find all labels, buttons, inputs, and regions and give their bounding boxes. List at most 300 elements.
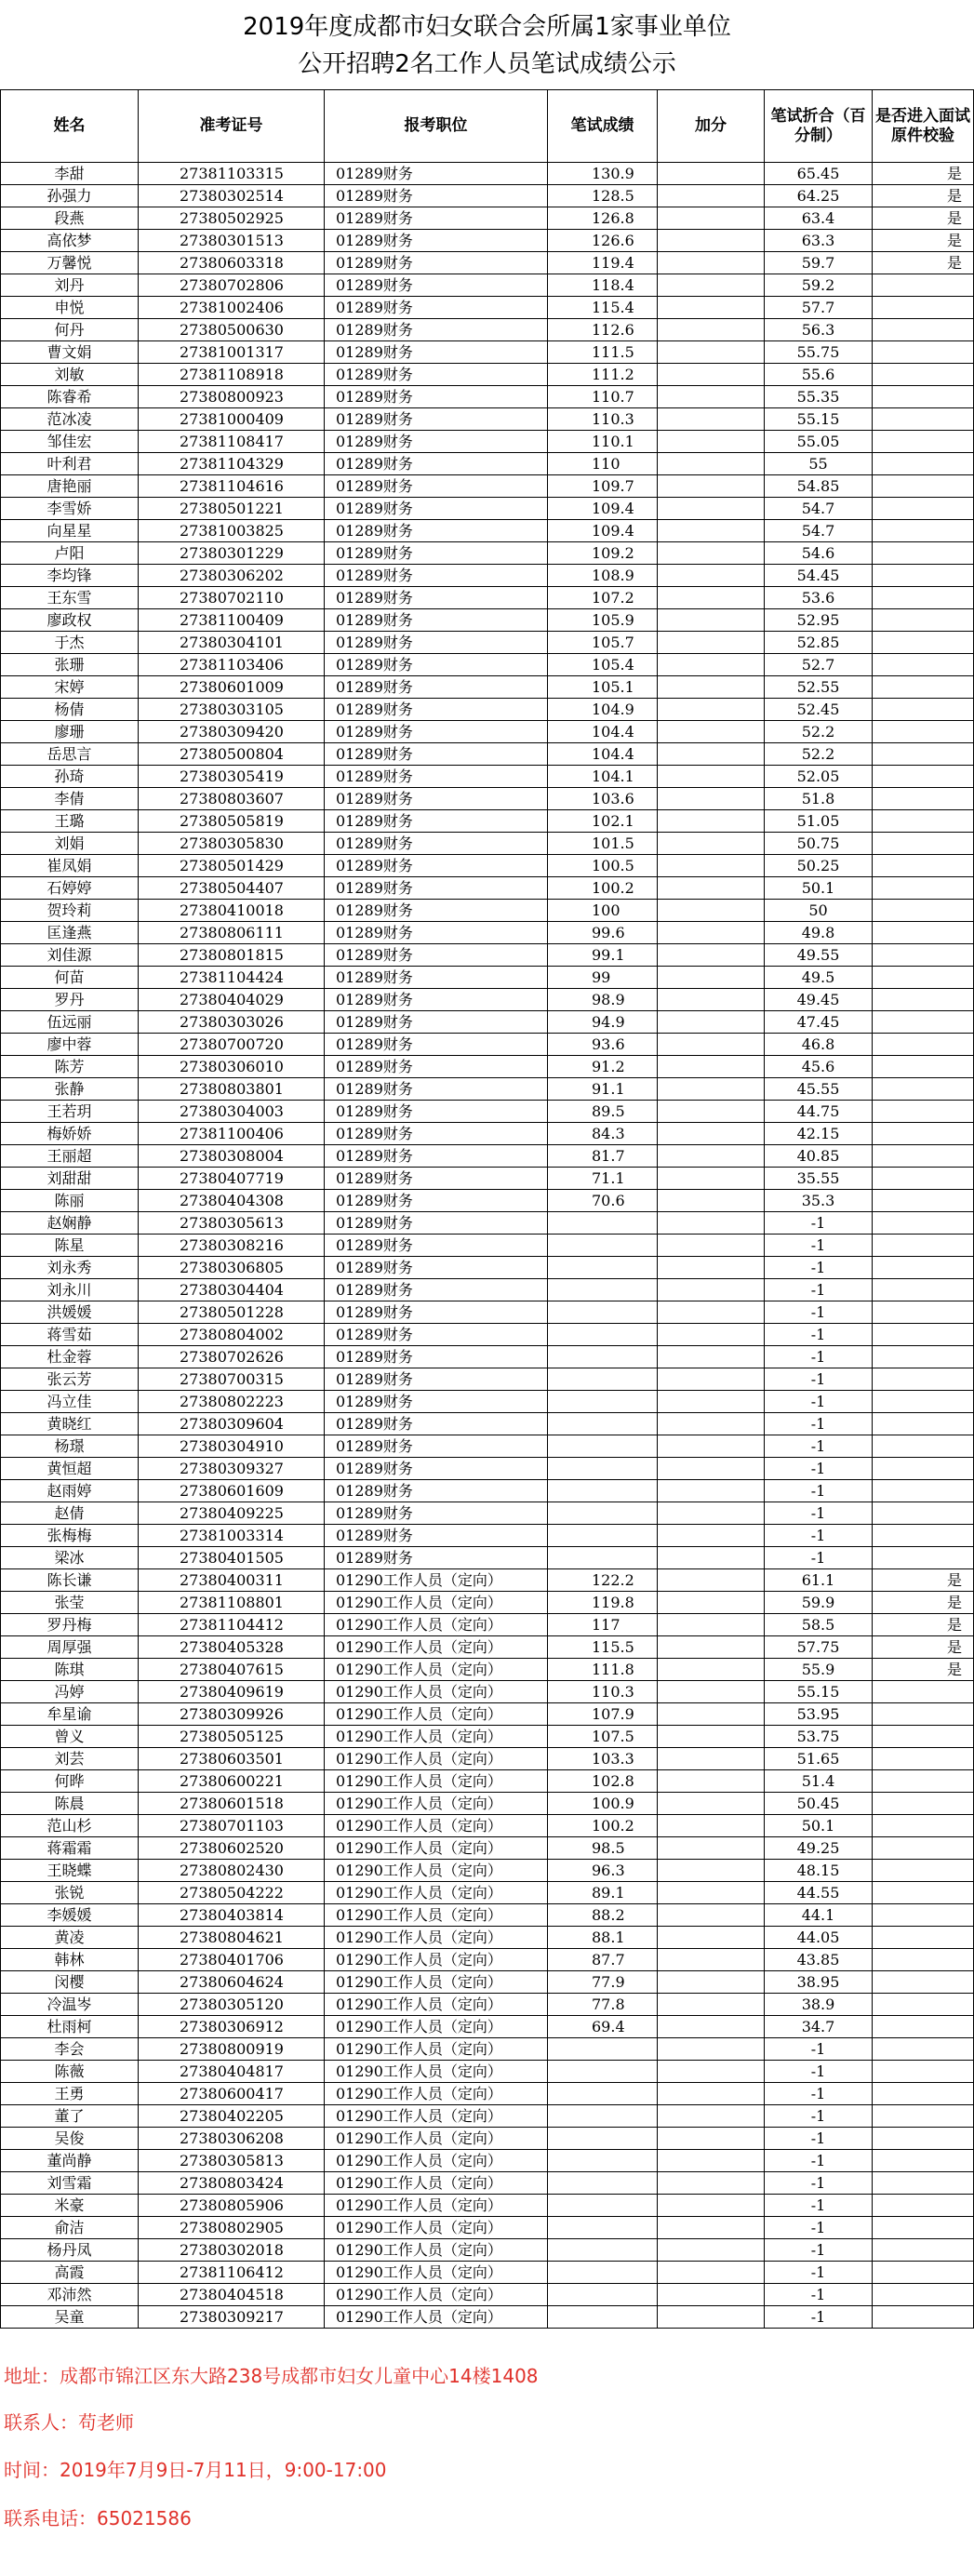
cell-position: 01289财务 — [325, 632, 548, 654]
cell-position: 01289财务 — [325, 654, 548, 676]
cell-score: 112.6 — [548, 319, 658, 341]
cell-percent: -1 — [765, 2284, 873, 2306]
cell-exam-id: 27381002406 — [139, 297, 325, 319]
cell-percent: 53.95 — [765, 1703, 873, 1726]
cell-percent: -1 — [765, 2262, 873, 2284]
cell-exam-id: 27381108417 — [139, 431, 325, 453]
cell-position: 01289财务 — [325, 989, 548, 1011]
cell-percent: 51.4 — [765, 1770, 873, 1793]
table-row — [1, 1078, 974, 1101]
cell-enter-interview — [873, 967, 974, 989]
cell-percent: 49.45 — [765, 989, 873, 1011]
cell-name: 赵倩 — [1, 1502, 139, 1525]
cell-enter-interview — [873, 297, 974, 319]
table-row — [1, 2306, 974, 2329]
cell-bonus — [658, 1904, 765, 1927]
cell-position: 01289财务 — [325, 1435, 548, 1458]
cell-name: 洪媛媛 — [1, 1301, 139, 1324]
cell-position: 01289财务 — [325, 1145, 548, 1168]
cell-bonus — [658, 2217, 765, 2239]
cell-name: 张云芳 — [1, 1368, 139, 1391]
cell-name: 吴俊 — [1, 2128, 139, 2150]
table-row — [1, 2262, 974, 2284]
cell-bonus — [658, 1346, 765, 1368]
cell-bonus — [658, 699, 765, 721]
cell-enter-interview — [873, 364, 974, 386]
table-row — [1, 654, 974, 676]
cell-percent: 51.05 — [765, 810, 873, 833]
cell-name: 黄恒超 — [1, 1458, 139, 1480]
cell-exam-id: 27381100406 — [139, 1123, 325, 1145]
cell-score — [548, 1525, 658, 1547]
cell-exam-id: 27380304404 — [139, 1279, 325, 1301]
cell-score: 115.5 — [548, 1636, 658, 1659]
cell-exam-id: 27381104412 — [139, 1614, 325, 1636]
cell-score — [548, 1324, 658, 1346]
cell-position: 01289财务 — [325, 274, 548, 297]
cell-percent: 48.15 — [765, 1860, 873, 1882]
header-bonus: 加分 — [658, 90, 765, 163]
table-row — [1, 1726, 974, 1748]
cell-position: 01290工作人员（定向） — [325, 1614, 548, 1636]
cell-bonus — [658, 475, 765, 498]
cell-score: 100.9 — [548, 1793, 658, 1815]
table-row — [1, 1949, 974, 1971]
cell-bonus — [658, 2239, 765, 2262]
cell-exam-id: 27380303026 — [139, 1011, 325, 1034]
cell-bonus — [658, 922, 765, 944]
cell-score — [548, 1547, 658, 1569]
cell-score: 119.4 — [548, 252, 658, 274]
cell-position: 01289财务 — [325, 364, 548, 386]
cell-position: 01289财务 — [325, 1078, 548, 1101]
cell-exam-id: 27380600417 — [139, 2083, 325, 2105]
table-row — [1, 1413, 974, 1435]
cell-percent: 49.55 — [765, 944, 873, 967]
cell-name: 陈薇 — [1, 2061, 139, 2083]
header-name: 姓名 — [1, 90, 139, 163]
table-row — [1, 2284, 974, 2306]
cell-enter-interview — [873, 1502, 974, 1525]
cell-exam-id: 27381100409 — [139, 609, 325, 632]
cell-name: 李会 — [1, 2038, 139, 2061]
cell-name: 范山杉 — [1, 1815, 139, 1837]
cell-bonus — [658, 1078, 765, 1101]
cell-exam-id: 27380806111 — [139, 922, 325, 944]
cell-bonus — [658, 431, 765, 453]
cell-bonus — [658, 2262, 765, 2284]
cell-percent: -1 — [765, 2128, 873, 2150]
cell-bonus — [658, 967, 765, 989]
cell-score — [548, 2306, 658, 2329]
cell-enter-interview — [873, 341, 974, 364]
cell-position: 01289财务 — [325, 721, 548, 743]
table-row — [1, 542, 974, 565]
cell-position: 01289财务 — [325, 386, 548, 408]
cell-position: 01290工作人员（定向） — [325, 1949, 548, 1971]
cell-enter-interview — [873, 2195, 974, 2217]
cell-percent: 52.2 — [765, 743, 873, 766]
cell-position: 01289财务 — [325, 587, 548, 609]
cell-position: 01290工作人员（定向） — [325, 1793, 548, 1815]
cell-exam-id: 27380504407 — [139, 877, 325, 900]
cell-bonus — [658, 1994, 765, 2016]
cell-position: 01289财务 — [325, 1368, 548, 1391]
cell-name: 贺玲莉 — [1, 900, 139, 922]
cell-enter-interview — [873, 498, 974, 520]
table-row — [1, 1815, 974, 1837]
cell-score — [548, 2284, 658, 2306]
cell-exam-id: 27380804002 — [139, 1324, 325, 1346]
cell-bonus — [658, 252, 765, 274]
cell-bonus — [658, 1860, 765, 1882]
cell-bonus — [658, 1435, 765, 1458]
cell-enter-interview — [873, 2172, 974, 2195]
cell-bonus — [658, 1592, 765, 1614]
cell-name: 杨璟 — [1, 1435, 139, 1458]
cell-bonus — [658, 2195, 765, 2217]
cell-position: 01289财务 — [325, 1458, 548, 1480]
cell-exam-id: 27380309926 — [139, 1703, 325, 1726]
cell-score — [548, 2083, 658, 2105]
cell-exam-id: 27380304003 — [139, 1101, 325, 1123]
cell-score: 105.7 — [548, 632, 658, 654]
cell-enter-interview — [873, 408, 974, 431]
cell-enter-interview — [873, 2284, 974, 2306]
cell-name: 陈星 — [1, 1235, 139, 1257]
table-row — [1, 1636, 974, 1659]
cell-percent: 57.75 — [765, 1636, 873, 1659]
table-row — [1, 743, 974, 766]
cell-percent: -1 — [765, 1391, 873, 1413]
cell-percent: 58.5 — [765, 1614, 873, 1636]
cell-position: 01289财务 — [325, 163, 548, 185]
table-row — [1, 1592, 974, 1614]
cell-bonus — [658, 632, 765, 654]
cell-score: 109.4 — [548, 520, 658, 542]
cell-position: 01289财务 — [325, 542, 548, 565]
table-row — [1, 1837, 974, 1860]
cell-percent: 54.45 — [765, 565, 873, 587]
table-row — [1, 766, 974, 788]
cell-exam-id: 27380306208 — [139, 2128, 325, 2150]
cell-percent: 35.55 — [765, 1168, 873, 1190]
cell-exam-id: 27380306912 — [139, 2016, 325, 2038]
cell-enter-interview — [873, 319, 974, 341]
cell-exam-id: 27380407615 — [139, 1659, 325, 1681]
cell-exam-id: 27380802430 — [139, 1860, 325, 1882]
cell-percent: 55.35 — [765, 386, 873, 408]
cell-name: 廖政权 — [1, 609, 139, 632]
cell-enter-interview — [873, 1994, 974, 2016]
cell-bonus — [658, 230, 765, 252]
table-row — [1, 1502, 974, 1525]
cell-bonus — [658, 1480, 765, 1502]
cell-position: 01289财务 — [325, 431, 548, 453]
cell-score — [548, 2172, 658, 2195]
table-row — [1, 1971, 974, 1994]
cell-bonus — [658, 1547, 765, 1569]
cell-position: 01290工作人员（定向） — [325, 2284, 548, 2306]
table-row — [1, 1011, 974, 1034]
cell-position: 01290工作人员（定向） — [325, 1837, 548, 1860]
cell-bonus — [658, 788, 765, 810]
table-row — [1, 1614, 974, 1636]
cell-enter-interview — [873, 1301, 974, 1324]
table-row — [1, 297, 974, 319]
cell-bonus — [658, 185, 765, 207]
table-row — [1, 408, 974, 431]
cell-percent: 50.1 — [765, 877, 873, 900]
cell-position: 01289财务 — [325, 1257, 548, 1279]
table-row — [1, 2083, 974, 2105]
table-row — [1, 922, 974, 944]
cell-name: 赵娴静 — [1, 1212, 139, 1235]
table-row — [1, 1994, 974, 2016]
table-row — [1, 498, 974, 520]
cell-score: 88.2 — [548, 1904, 658, 1927]
cell-exam-id: 27380410018 — [139, 900, 325, 922]
cell-name: 蒋霜霜 — [1, 1837, 139, 1860]
cell-exam-id: 27381103406 — [139, 654, 325, 676]
cell-score — [548, 1413, 658, 1435]
cell-name: 张锐 — [1, 1882, 139, 1904]
cell-bonus — [658, 1190, 765, 1212]
cell-position: 01290工作人员（定向） — [325, 2262, 548, 2284]
table-row — [1, 1301, 974, 1324]
table-row — [1, 1101, 974, 1123]
cell-exam-id: 27380407719 — [139, 1168, 325, 1190]
cell-exam-id: 27380409619 — [139, 1681, 325, 1703]
cell-name: 陈芳 — [1, 1056, 139, 1078]
cell-position: 01289财务 — [325, 185, 548, 207]
table-row — [1, 2172, 974, 2195]
cell-score: 108.9 — [548, 565, 658, 587]
cell-bonus — [658, 810, 765, 833]
cell-position: 01289财务 — [325, 810, 548, 833]
table-row — [1, 1547, 974, 1569]
cell-exam-id: 27380505819 — [139, 810, 325, 833]
cell-bonus — [658, 520, 765, 542]
cell-enter-interview — [873, 2016, 974, 2038]
cell-exam-id: 27380701103 — [139, 1815, 325, 1837]
cell-name: 刘丹 — [1, 274, 139, 297]
cell-position: 01290工作人员（定向） — [325, 1927, 548, 1949]
cell-name: 王若玥 — [1, 1101, 139, 1123]
cell-position: 01290工作人员（定向） — [325, 2105, 548, 2128]
cell-bonus — [658, 1525, 765, 1547]
cell-position: 01290工作人员（定向） — [325, 2195, 548, 2217]
header-position: 报考职位 — [325, 90, 548, 163]
cell-exam-id: 27380803801 — [139, 1078, 325, 1101]
cell-position: 01290工作人员（定向） — [325, 2217, 548, 2239]
cell-score — [548, 2217, 658, 2239]
cell-score: 100.2 — [548, 877, 658, 900]
cell-name: 米豪 — [1, 2195, 139, 2217]
cell-score: 111.5 — [548, 341, 658, 364]
cell-position: 01290工作人员（定向） — [325, 1681, 548, 1703]
cell-exam-id: 27380501228 — [139, 1301, 325, 1324]
cell-name: 梅娇娇 — [1, 1123, 139, 1145]
cell-percent: 38.95 — [765, 1971, 873, 1994]
cell-score: 98.5 — [548, 1837, 658, 1860]
table-row — [1, 632, 974, 654]
cell-score: 71.1 — [548, 1168, 658, 1190]
cell-name: 刘永川 — [1, 1279, 139, 1301]
table-row — [1, 1346, 974, 1368]
cell-position: 01289财务 — [325, 833, 548, 855]
cell-name: 申悦 — [1, 297, 139, 319]
table-row — [1, 1793, 974, 1815]
cell-name: 刘雪霜 — [1, 2172, 139, 2195]
cell-position: 01289财务 — [325, 1101, 548, 1123]
cell-enter-interview — [873, 1257, 974, 1279]
cell-name: 张静 — [1, 1078, 139, 1101]
cell-score: 110.3 — [548, 1681, 658, 1703]
cell-bonus — [658, 1748, 765, 1770]
cell-score: 102.1 — [548, 810, 658, 833]
cell-name: 廖中蓉 — [1, 1034, 139, 1056]
cell-exam-id: 27380305813 — [139, 2150, 325, 2172]
cell-name: 刘芸 — [1, 1748, 139, 1770]
cell-score: 89.5 — [548, 1101, 658, 1123]
cell-enter-interview — [873, 453, 974, 475]
cell-position: 01289财务 — [325, 565, 548, 587]
cell-position: 01289财务 — [325, 1547, 548, 1569]
cell-position: 01289财务 — [325, 967, 548, 989]
cell-enter-interview — [873, 1770, 974, 1793]
table-row — [1, 1235, 974, 1257]
cell-bonus — [658, 1123, 765, 1145]
cell-enter-interview: 是 — [873, 252, 974, 274]
cell-bonus — [658, 1770, 765, 1793]
cell-bonus — [658, 207, 765, 230]
cell-bonus — [658, 1502, 765, 1525]
table-row — [1, 900, 974, 922]
table-row — [1, 788, 974, 810]
cell-enter-interview — [873, 1435, 974, 1458]
cell-enter-interview — [873, 542, 974, 565]
cell-score: 100 — [548, 900, 658, 922]
cell-name: 王东雪 — [1, 587, 139, 609]
cell-percent: 54.7 — [765, 520, 873, 542]
cell-exam-id: 27380305830 — [139, 833, 325, 855]
cell-exam-id: 27380301513 — [139, 230, 325, 252]
cell-score — [548, 2195, 658, 2217]
cell-exam-id: 27380308216 — [139, 1235, 325, 1257]
cell-enter-interview — [873, 1793, 974, 1815]
cell-exam-id: 27381003314 — [139, 1525, 325, 1547]
cell-exam-id: 27380404308 — [139, 1190, 325, 1212]
cell-percent: 59.9 — [765, 1592, 873, 1614]
cell-bonus — [658, 855, 765, 877]
cell-name: 于杰 — [1, 632, 139, 654]
cell-enter-interview: 是 — [873, 1636, 974, 1659]
table-row — [1, 319, 974, 341]
cell-percent: -1 — [765, 2172, 873, 2195]
cell-enter-interview — [873, 1927, 974, 1949]
cell-score: 111.8 — [548, 1659, 658, 1681]
table-row — [1, 185, 974, 207]
cell-exam-id: 27380305120 — [139, 1994, 325, 2016]
table-row — [1, 676, 974, 699]
cell-bonus — [658, 1971, 765, 1994]
table-row — [1, 967, 974, 989]
cell-score: 110.7 — [548, 386, 658, 408]
table-row — [1, 1770, 974, 1793]
cell-score: 122.2 — [548, 1569, 658, 1592]
cell-score: 103.6 — [548, 788, 658, 810]
cell-percent: 35.3 — [765, 1190, 873, 1212]
cell-name: 孙琦 — [1, 766, 139, 788]
cell-enter-interview — [873, 1748, 974, 1770]
table-row — [1, 1748, 974, 1770]
cell-name: 叶利君 — [1, 453, 139, 475]
cell-exam-id: 27380802223 — [139, 1391, 325, 1413]
cell-name: 曾义 — [1, 1726, 139, 1748]
cell-position: 01290工作人员（定向） — [325, 2128, 548, 2150]
table-row — [1, 1458, 974, 1480]
page-title-line2: 公开招聘2名工作人员笔试成绩公示 — [298, 50, 676, 78]
cell-enter-interview — [873, 810, 974, 833]
cell-percent: -1 — [765, 1324, 873, 1346]
table-row — [1, 1569, 974, 1592]
cell-exam-id: 27380702806 — [139, 274, 325, 297]
cell-exam-id: 27380409225 — [139, 1502, 325, 1525]
table-row — [1, 475, 974, 498]
table-row — [1, 2217, 974, 2239]
cell-enter-interview: 是 — [873, 1592, 974, 1614]
cell-enter-interview — [873, 609, 974, 632]
cell-name: 王丽超 — [1, 1145, 139, 1168]
cell-name: 孙强力 — [1, 185, 139, 207]
cell-percent: -1 — [765, 2038, 873, 2061]
cell-percent: -1 — [765, 1458, 873, 1480]
cell-bonus — [658, 676, 765, 699]
table-row — [1, 453, 974, 475]
cell-exam-id: 27380401505 — [139, 1547, 325, 1569]
cell-name: 冯婷 — [1, 1681, 139, 1703]
cell-exam-id: 27380702626 — [139, 1346, 325, 1368]
cell-name: 唐艳丽 — [1, 475, 139, 498]
cell-exam-id: 27380404817 — [139, 2061, 325, 2083]
table-row — [1, 431, 974, 453]
cell-position: 01290工作人员（定向） — [325, 2016, 548, 2038]
cell-percent: 44.05 — [765, 1927, 873, 1949]
cell-score: 98.9 — [548, 989, 658, 1011]
cell-score — [548, 1235, 658, 1257]
cell-score: 115.4 — [548, 297, 658, 319]
cell-score: 70.6 — [548, 1190, 658, 1212]
cell-score — [548, 1480, 658, 1502]
cell-enter-interview — [873, 1547, 974, 1569]
cell-score: 110 — [548, 453, 658, 475]
header-row — [1, 90, 974, 163]
cell-bonus — [658, 2172, 765, 2195]
cell-name: 冷温岑 — [1, 1994, 139, 2016]
cell-exam-id: 27381103315 — [139, 163, 325, 185]
cell-bonus — [658, 2038, 765, 2061]
cell-enter-interview — [873, 676, 974, 699]
cell-position: 01290工作人员（定向） — [325, 1569, 548, 1592]
cell-score: 89.1 — [548, 1882, 658, 1904]
cell-score: 105.4 — [548, 654, 658, 676]
cell-bonus — [658, 1034, 765, 1056]
cell-percent: -1 — [765, 2105, 873, 2128]
cell-position: 01289财务 — [325, 498, 548, 520]
cell-position: 01290工作人员（定向） — [325, 1703, 548, 1726]
footer-contact: 联系人：苟老师 — [4, 2411, 134, 2434]
